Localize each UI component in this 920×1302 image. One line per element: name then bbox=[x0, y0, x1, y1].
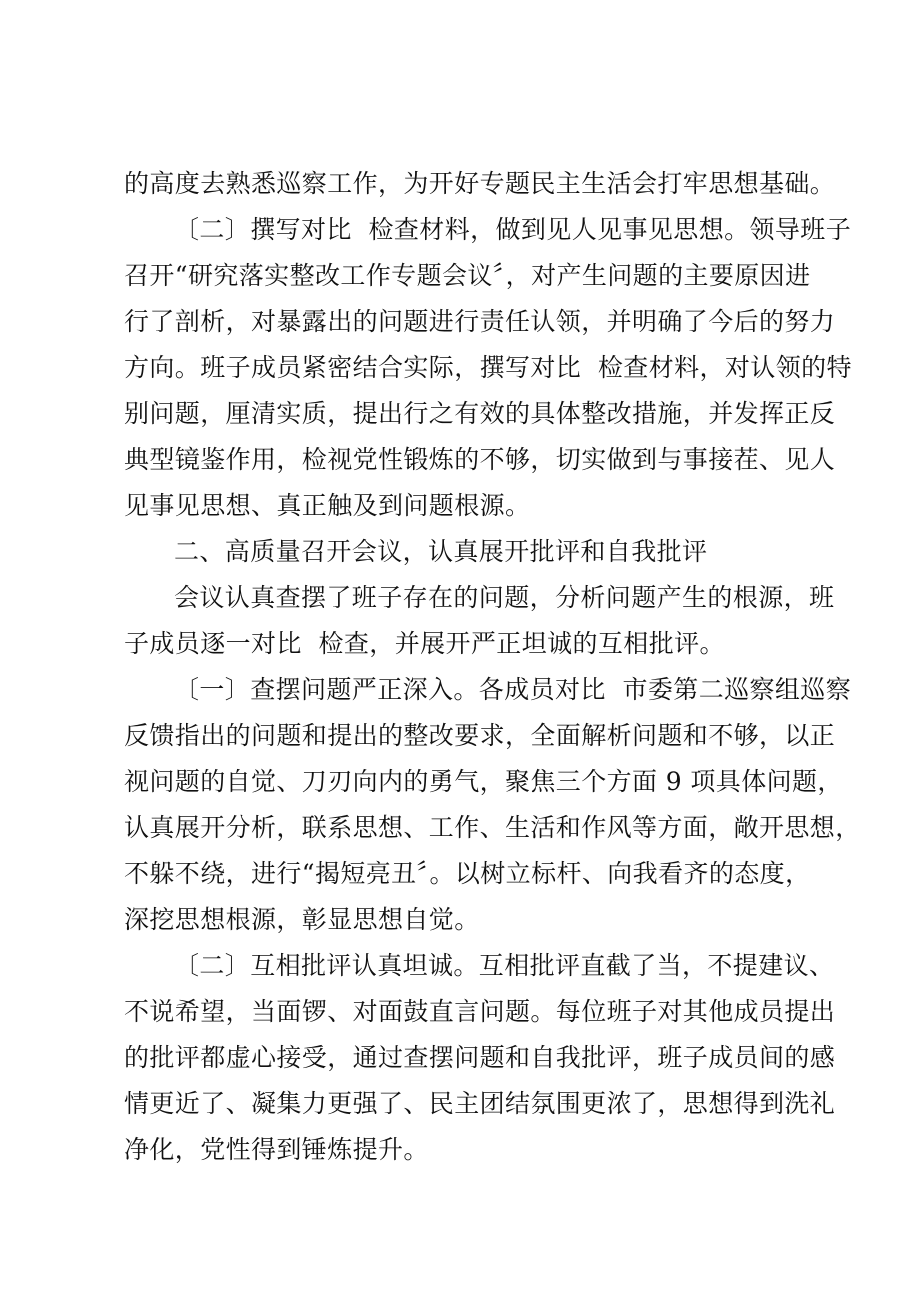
text-line: 不躲不绕，进行“揭短亮丑〞。以树立标杆、向我看齐的态度， bbox=[124, 859, 811, 888]
text-line: 不说希望，当面锣、对面鼓直言问题。每位班子对其他成员提出 bbox=[124, 997, 836, 1026]
text-line: 方向。班子成员紧密结合实际，撰写对比 检查材料，对认领的特 bbox=[124, 353, 852, 382]
text-line: 情更近了、凝集力更强了、民主团结氛围更浓了，思想得到洗礼 bbox=[124, 1089, 836, 1118]
text-line: 召开“研究落实整改工作专题会议〞，对产生问题的主要原因进 bbox=[124, 261, 811, 290]
text-line: 的批评都虚心接受，通过查摆问题和自我批评，班子成员间的感 bbox=[124, 1043, 836, 1072]
text-line: 〔一〕查摆问题严正深入。各成员对比 市委第二巡察组巡察 bbox=[174, 675, 852, 704]
section-heading: 二、高质量召开会议，认真展开批评和自我批评 bbox=[174, 537, 708, 566]
text-line: 反馈指出的问题和提出的整改要求，全面解析问题和不够，以正 bbox=[124, 721, 836, 750]
text-line: 的高度去熟悉巡察工作，为开好专题民主生活会打牢思想基础。 bbox=[124, 169, 836, 198]
text-line: 子成员逐一对比 检查，并展开严正坦诚的互相批评。 bbox=[124, 629, 725, 658]
text-line: 见事见思想、真正触及到问题根源。 bbox=[124, 491, 531, 520]
text-line: 视问题的自觉、刀刃向内的勇气，聚焦三个方面 9 项具体问题， bbox=[124, 767, 843, 796]
text-line: 典型镜鉴作用，检视党性锻炼的不够，切实做到与事接茬、见人 bbox=[124, 445, 836, 474]
text-line: 深挖思想根源，彰显思想自觉。 bbox=[124, 905, 480, 934]
text-line: 认真展开分析，联系思想、工作、生活和作风等方面，敞开思想， bbox=[124, 813, 861, 842]
text-line: 〔二〕撰写对比 检查材料，做到见人见事见思想。领导班子 bbox=[174, 215, 852, 244]
text-line: 〔二〕互相批评认真坦诚。互相批评直截了当，不提建议、 bbox=[174, 951, 835, 980]
text-line: 净化，党性得到锤炼提升。 bbox=[124, 1135, 429, 1164]
text-line: 行了剖析，对暴露出的问题进行责任认领，并明确了今后的努力 bbox=[124, 307, 836, 336]
text-line: 别问题，厘清实质，提出行之有效的具体整改措施，并发挥正反 bbox=[124, 399, 836, 428]
text-line: 会议认真查摆了班子存在的问题，分析问题产生的根源，班 bbox=[174, 583, 835, 612]
